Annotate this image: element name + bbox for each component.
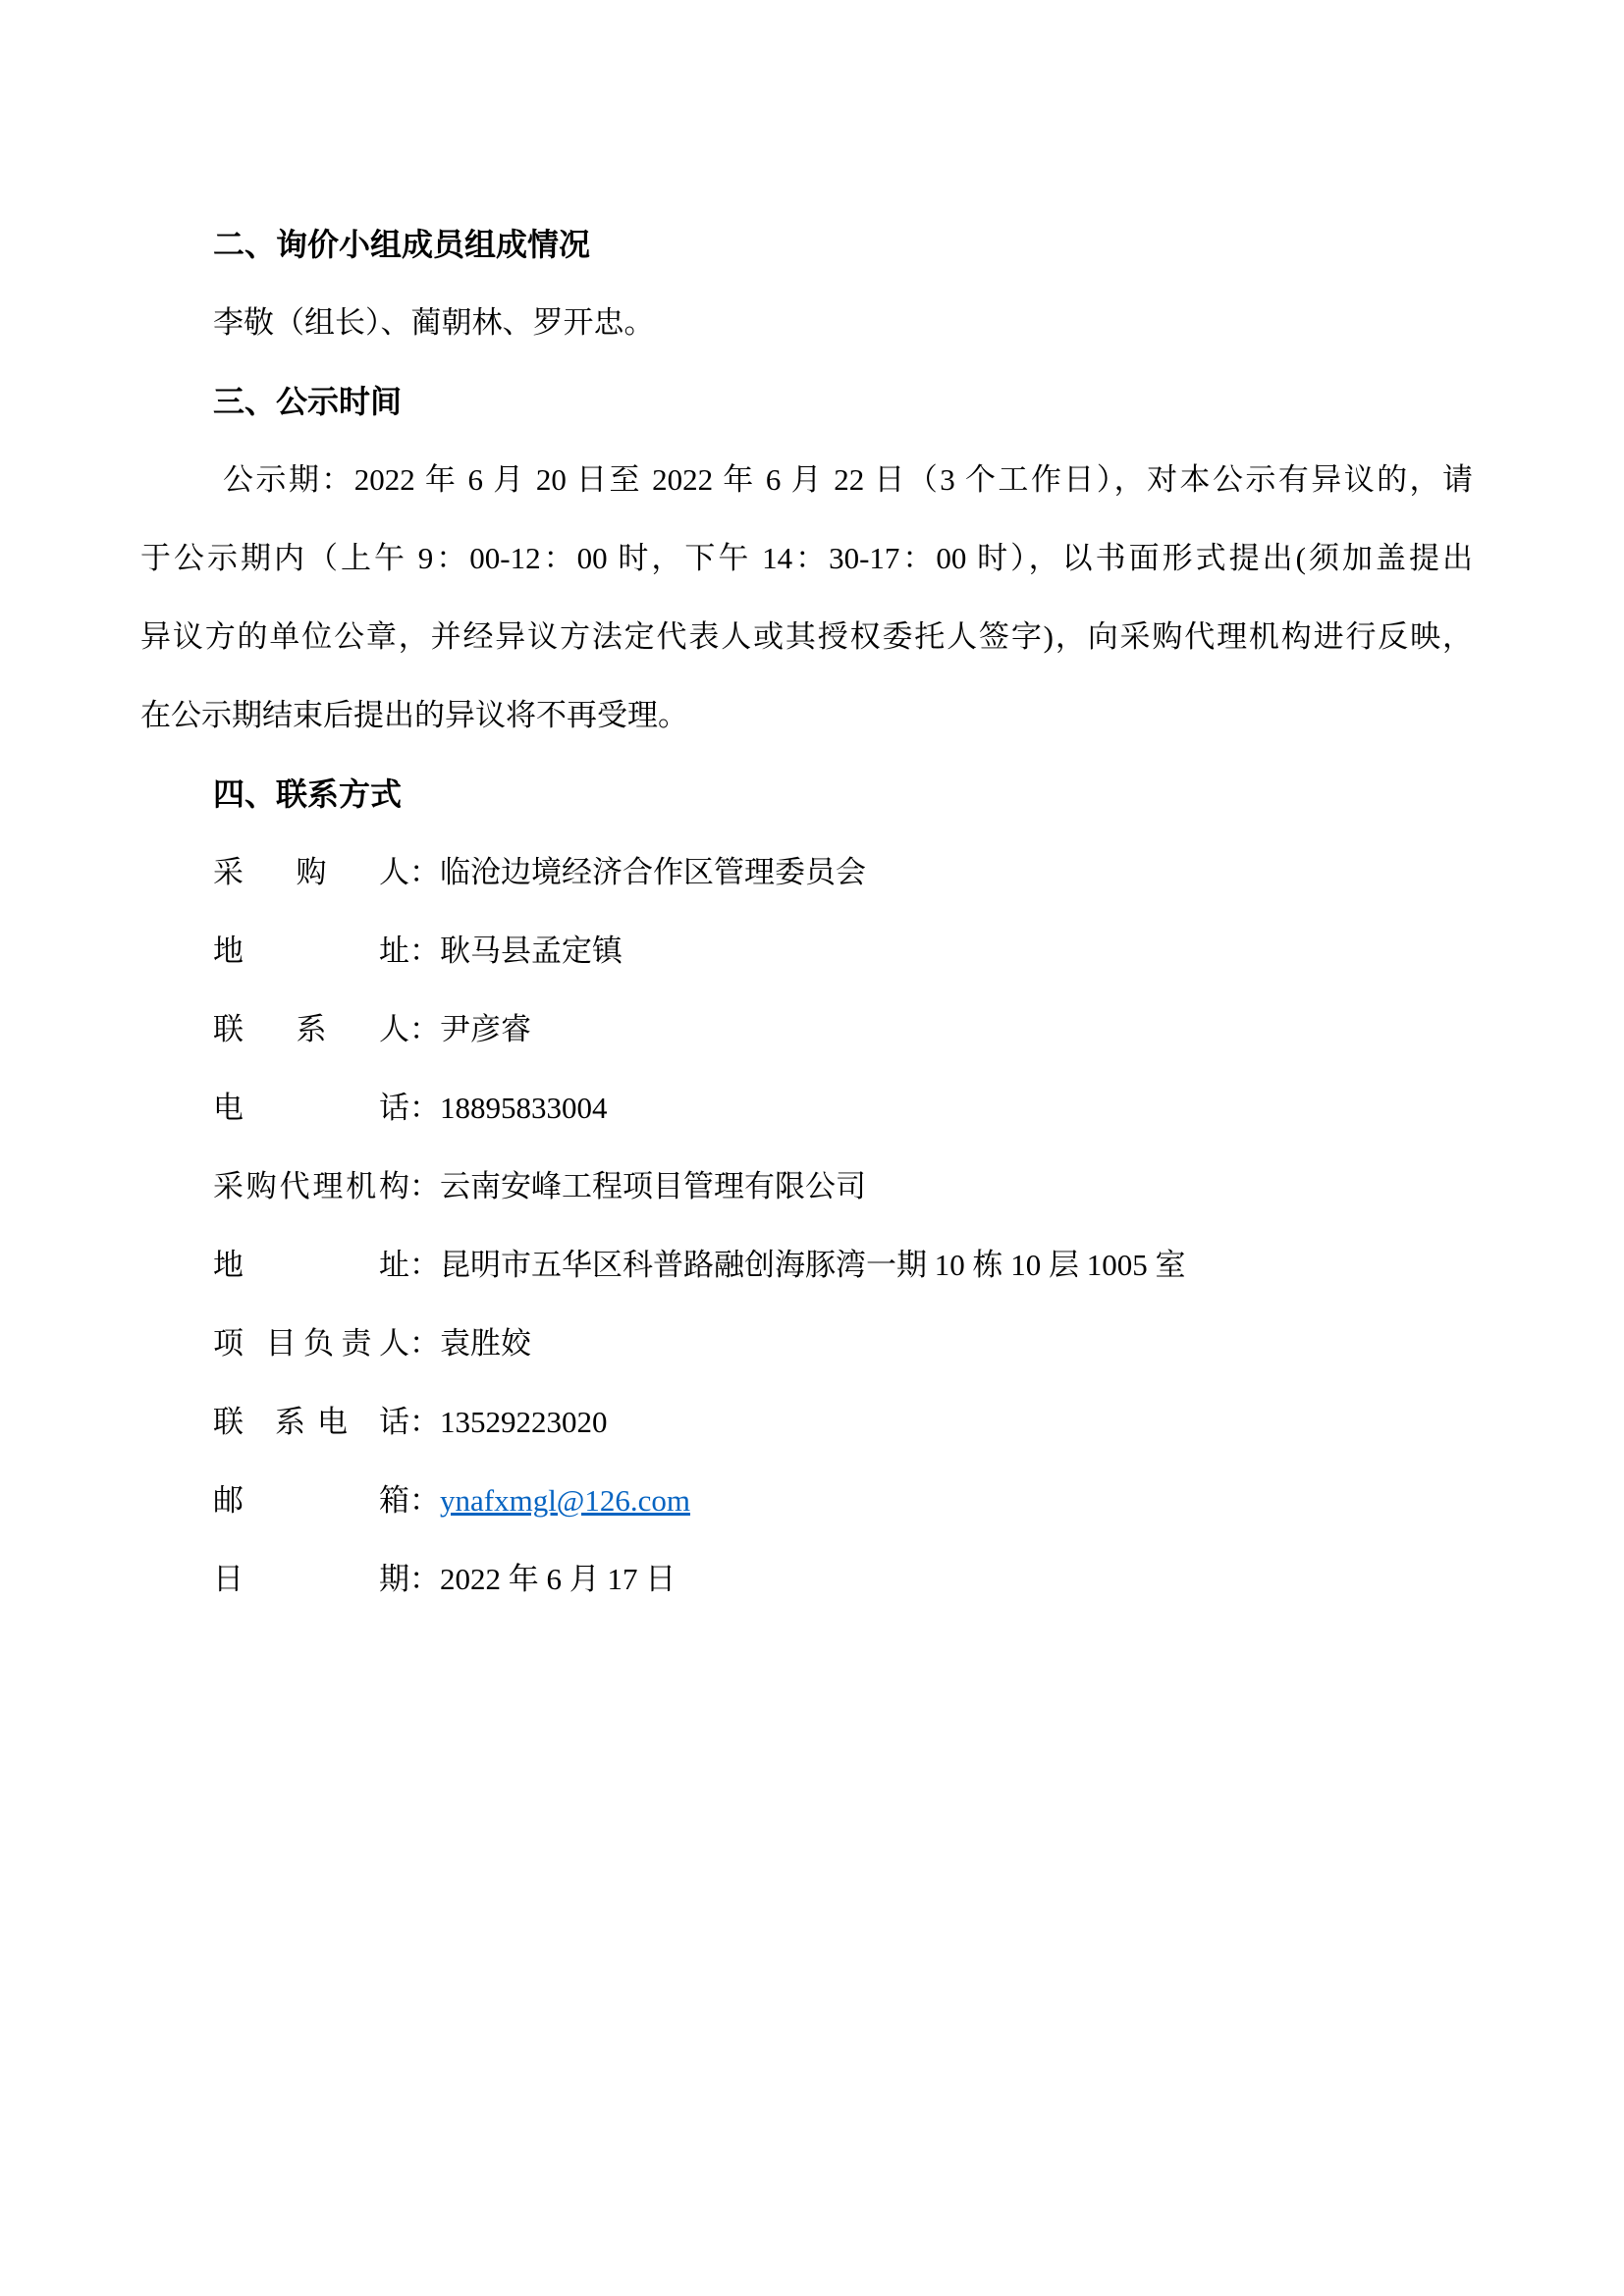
contact-label: 采购代理机构 [213, 1169, 409, 1203]
contact-value: 13529223020 [440, 1405, 608, 1439]
contact-colon: ： [409, 1562, 440, 1596]
contact-value: 尹彦睿 [440, 1012, 531, 1046]
contact-label: 采 购 人 [213, 855, 409, 889]
section-3-paragraph-line: 在公示期结束后提出的异议将不再受理。 [140, 698, 688, 732]
contact-label: 联 系电 话 [213, 1405, 409, 1439]
document-content [140, 205, 1473, 1619]
contact-row-contact-phone [140, 1383, 1473, 1462]
contact-row-agency-address [140, 1226, 1473, 1305]
contact-value: 袁胜姣 [440, 1326, 531, 1361]
contact-label: 电 话 [213, 1091, 409, 1125]
section-3-heading: 三、公示时间 [213, 384, 403, 419]
contact-label: 联 系 人 [213, 1012, 409, 1046]
contact-row-purchaser [140, 833, 1473, 912]
contact-row-email [140, 1462, 1473, 1540]
contact-value: 云南安峰工程项目管理有限公司 [440, 1169, 866, 1203]
section-4-heading: 四、联系方式 [213, 776, 403, 812]
contact-row-purchaser-address [140, 912, 1473, 990]
contact-label: 地 址 [213, 1248, 409, 1282]
contact-value: 2022 年 6 月 17 日 [440, 1562, 677, 1596]
contact-colon: ： [409, 1326, 440, 1361]
section-3-paragraph-line: 于公示期内（上午 9：00-12：00 时，下午 14：30-17：00 时），以书面形式提出(须加盖提出 [140, 541, 1473, 575]
email-link[interactable]: ynafxmgl@126.com [440, 1483, 690, 1518]
section-2-body: 李敬（组长）、蔺朝林、罗开忠。 [213, 305, 655, 340]
contact-colon: ： [409, 1012, 440, 1046]
section-2-heading: 二、询价小组成员组成情况 [213, 227, 591, 262]
contact-label: 日 期 [213, 1562, 409, 1596]
contact-label: 地 址 [213, 934, 409, 968]
contact-colon: ： [409, 1248, 440, 1282]
contact-row-contact-person [140, 990, 1473, 1069]
contact-row-phone [140, 1069, 1473, 1148]
section-3-paragraph-line: 公示期：2022 年 6 月 20 日至 2022 年 6 月 22 日（3 个工作日），对本公示有异议的，请 [223, 462, 1473, 497]
contact-value: 耿马县孟定镇 [440, 934, 623, 968]
contact-value: 临沧边境经济合作区管理委员会 [440, 855, 866, 889]
contact-colon: ： [409, 1091, 440, 1125]
contact-colon: ： [409, 1483, 440, 1518]
section-3-paragraph-line: 异议方的单位公章，并经异议方法定代表人或其授权委托人签字)，向采购代理机构进行反映， [140, 619, 1473, 654]
contact-value: 昆明市五华区科普路融创海豚湾一期 10 栋 10 层 1005 室 [440, 1248, 1186, 1282]
contact-row-date [140, 1540, 1473, 1619]
contact-row-agency [140, 1148, 1473, 1226]
contact-colon: ： [409, 1405, 440, 1439]
contact-label: 邮 箱 [213, 1483, 409, 1518]
contact-colon: ： [409, 934, 440, 968]
contact-value: 18895833004 [440, 1091, 608, 1125]
contact-label: 项 目负责人 [213, 1326, 409, 1361]
contact-row-project-manager [140, 1305, 1473, 1383]
contact-colon: ： [409, 1169, 440, 1203]
contact-colon: ： [409, 855, 440, 889]
